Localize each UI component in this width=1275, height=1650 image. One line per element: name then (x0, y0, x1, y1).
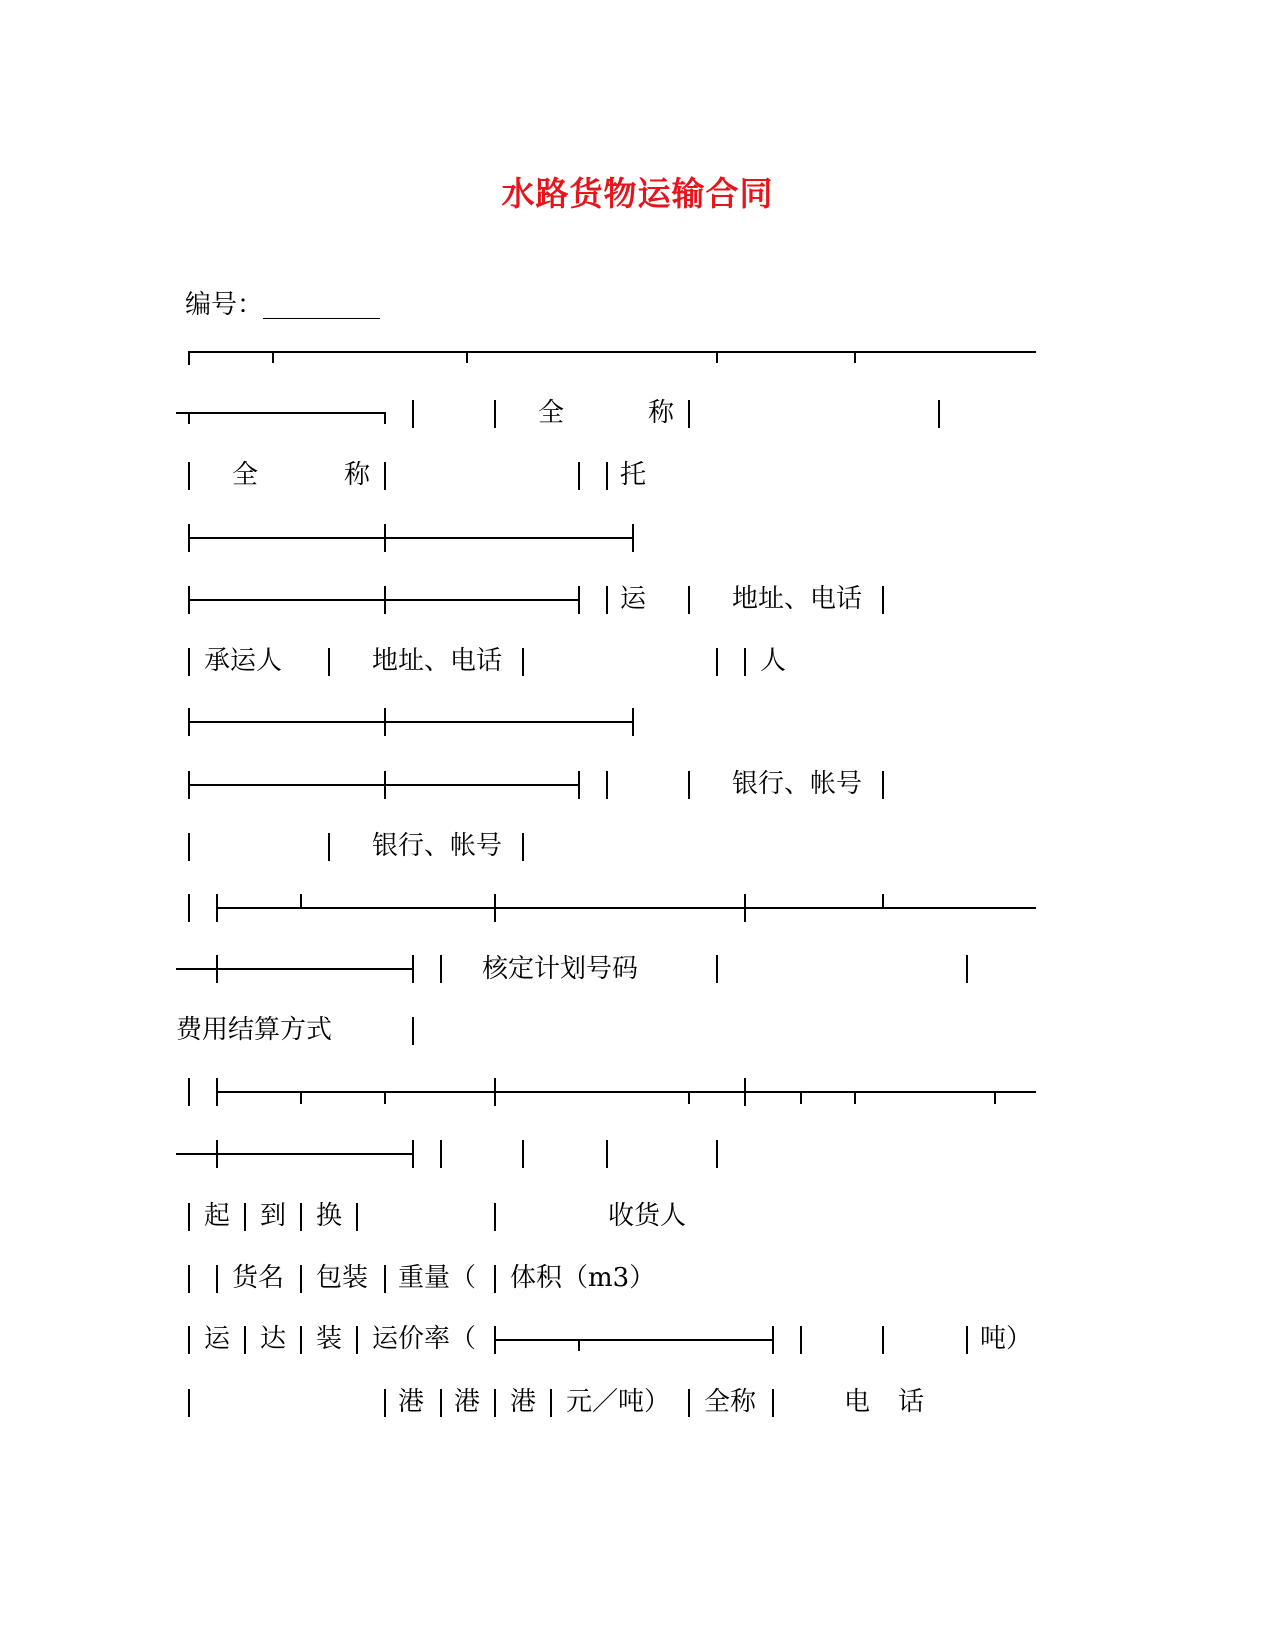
shipping-label: 运 (204, 1324, 231, 1354)
table-cell-divider (466, 351, 468, 363)
yuan-per-ton-label: 元／吨） (566, 1387, 671, 1417)
table-cell-divider (688, 1091, 690, 1104)
table-cell-divider (522, 648, 524, 676)
table-cell-divider (384, 1265, 386, 1293)
contract-number-field[interactable]: _________ (263, 290, 381, 320)
table-cell-divider (216, 1140, 218, 1168)
table-cell-divider (188, 351, 190, 365)
table-cell-divider (440, 1140, 442, 1168)
goods-name-label: 货名 (232, 1263, 285, 1293)
carrier-label: 承运人 (204, 646, 283, 676)
table-cell-divider (188, 462, 190, 490)
consignor-bank-label: 银行、帐号 (732, 769, 863, 799)
table-cell-divider (966, 955, 968, 983)
table-cell-divider (494, 894, 496, 922)
table-cell-divider (522, 833, 524, 861)
table-cell-divider (300, 1326, 302, 1354)
table-cell-divider (188, 833, 190, 861)
table-cell-divider (744, 894, 746, 922)
table-cell-divider (188, 1265, 190, 1293)
arrive-port-label: 到 (260, 1201, 287, 1231)
full-name-label-c: 全 (232, 460, 259, 490)
table-cell-divider (716, 351, 718, 363)
freight-rate-label: 运价率（ (372, 1324, 477, 1354)
table-cell-divider (300, 1265, 302, 1293)
phone-label-1: 电 (844, 1387, 871, 1417)
consignor-label-1: 托 (620, 460, 647, 490)
document-title: 水路货物运输合同 (501, 174, 774, 213)
table-cell-divider (578, 1339, 580, 1351)
table-cell-divider (606, 462, 608, 490)
table-cell-divider (216, 1265, 218, 1293)
port-label-3: 港 (510, 1387, 537, 1417)
table-border-line (216, 1091, 1036, 1093)
table-cell-divider (882, 586, 884, 614)
table-cell-divider (688, 400, 690, 428)
arrival-label: 达 (260, 1324, 287, 1354)
table-cell-divider (384, 1091, 386, 1104)
table-cell-divider (384, 524, 386, 552)
table-cell-divider (328, 648, 330, 676)
table-cell-divider (632, 524, 634, 552)
contract-number-label: 编号： (185, 290, 264, 320)
table-cell-divider (216, 1078, 218, 1106)
table-cell-divider (494, 1389, 496, 1417)
table-border-line (188, 721, 634, 723)
table-cell-divider (800, 1326, 802, 1354)
port-label-2: 港 (454, 1387, 481, 1417)
table-cell-divider (328, 833, 330, 861)
table-cell-divider (494, 1203, 496, 1231)
table-cell-divider (772, 1389, 774, 1417)
table-cell-divider (188, 586, 190, 614)
table-cell-divider (188, 1203, 190, 1231)
consignee-full-name-label: 全称 (704, 1387, 757, 1417)
table-cell-divider (244, 1203, 246, 1231)
table-cell-divider (384, 771, 386, 799)
loading-label: 装 (316, 1324, 343, 1354)
table-cell-divider (188, 524, 190, 552)
table-cell-divider (938, 400, 940, 428)
port-label-1: 港 (398, 1387, 425, 1417)
table-cell-divider (356, 1203, 358, 1231)
phone-label-2: 话 (898, 1387, 925, 1417)
table-cell-divider (688, 1389, 690, 1417)
table-cell-divider (188, 412, 190, 424)
table-cell-divider (412, 1017, 414, 1045)
table-cell-divider (744, 1078, 746, 1106)
full-name-label-b: 称 (648, 398, 675, 428)
table-cell-divider (578, 462, 580, 490)
table-cell-divider (578, 771, 580, 799)
transship-port-label: 换 (316, 1201, 343, 1231)
table-cell-divider (854, 1091, 856, 1104)
full-name-label-a: 全 (538, 398, 565, 428)
table-cell-divider (188, 1078, 190, 1106)
settlement-method-label: 费用结算方式 (176, 1015, 333, 1045)
table-cell-divider (384, 412, 386, 424)
table-cell-divider (300, 1091, 302, 1104)
table-border-line (188, 537, 634, 539)
table-cell-divider (716, 648, 718, 676)
table-cell-divider (716, 955, 718, 983)
table-cell-divider (772, 1326, 774, 1354)
table-cell-divider (272, 351, 274, 363)
table-cell-divider (854, 351, 856, 363)
table-cell-divider (216, 894, 218, 922)
consignor-label-3: 人 (760, 646, 787, 676)
plan-number-label: 核定计划号码 (482, 954, 639, 984)
table-cell-divider (412, 955, 414, 983)
table-cell-divider (384, 708, 386, 736)
table-border-line (216, 907, 1036, 909)
full-name-label-d: 称 (344, 460, 371, 490)
table-cell-divider (244, 1326, 246, 1354)
table-cell-divider (188, 1389, 190, 1417)
table-cell-divider (300, 894, 302, 907)
table-border-line (176, 412, 384, 414)
table-cell-divider (688, 586, 690, 614)
table-cell-divider (384, 462, 386, 490)
consignee-label: 收货人 (608, 1201, 687, 1231)
table-cell-divider (606, 586, 608, 614)
table-border-line (494, 1339, 774, 1341)
table-cell-divider (744, 648, 746, 676)
table-cell-divider (522, 1140, 524, 1168)
table-cell-divider (966, 1326, 968, 1354)
table-border-line (188, 351, 1036, 353)
table-cell-divider (494, 1326, 496, 1354)
table-cell-divider (188, 648, 190, 676)
table-cell-divider (300, 1203, 302, 1231)
carrier-bank-label: 银行、帐号 (372, 831, 503, 861)
table-cell-divider (356, 1326, 358, 1354)
table-cell-divider (188, 894, 190, 922)
carrier-address-label: 地址、电话 (372, 646, 503, 676)
table-border-line (176, 1153, 412, 1155)
table-cell-divider (606, 1140, 608, 1168)
table-cell-divider (384, 1389, 386, 1417)
table-cell-divider (994, 1091, 996, 1104)
table-cell-divider (578, 586, 580, 614)
table-cell-divider (550, 1389, 552, 1417)
table-cell-divider (632, 708, 634, 736)
start-port-label: 起 (204, 1201, 231, 1231)
table-cell-divider (882, 1326, 884, 1354)
table-cell-divider (412, 1140, 414, 1168)
consignor-address-label: 地址、电话 (732, 584, 863, 614)
ton-unit-label: 吨） (980, 1324, 1033, 1354)
table-cell-divider (882, 771, 884, 799)
contract-number (185, 284, 380, 321)
table-cell-divider (494, 400, 496, 428)
table-cell-divider (188, 1326, 190, 1354)
table-cell-divider (494, 1078, 496, 1106)
table-border-line (176, 968, 412, 970)
table-cell-divider (688, 771, 690, 799)
table-cell-divider (800, 1091, 802, 1104)
weight-label: 重量（ (398, 1263, 477, 1293)
table-cell-divider (412, 400, 414, 428)
table-cell-divider (384, 586, 386, 614)
volume-label: 体积（m3） (510, 1263, 656, 1293)
table-cell-divider (188, 708, 190, 736)
table-cell-divider (440, 1389, 442, 1417)
packing-label: 包装 (316, 1263, 369, 1293)
table-cell-divider (494, 1265, 496, 1293)
table-cell-divider (216, 955, 218, 983)
table-cell-divider (716, 1140, 718, 1168)
table-cell-divider (882, 894, 884, 907)
table-cell-divider (606, 771, 608, 799)
table-cell-divider (188, 771, 190, 799)
table-cell-divider (440, 955, 442, 983)
consignor-label-2: 运 (620, 584, 647, 614)
